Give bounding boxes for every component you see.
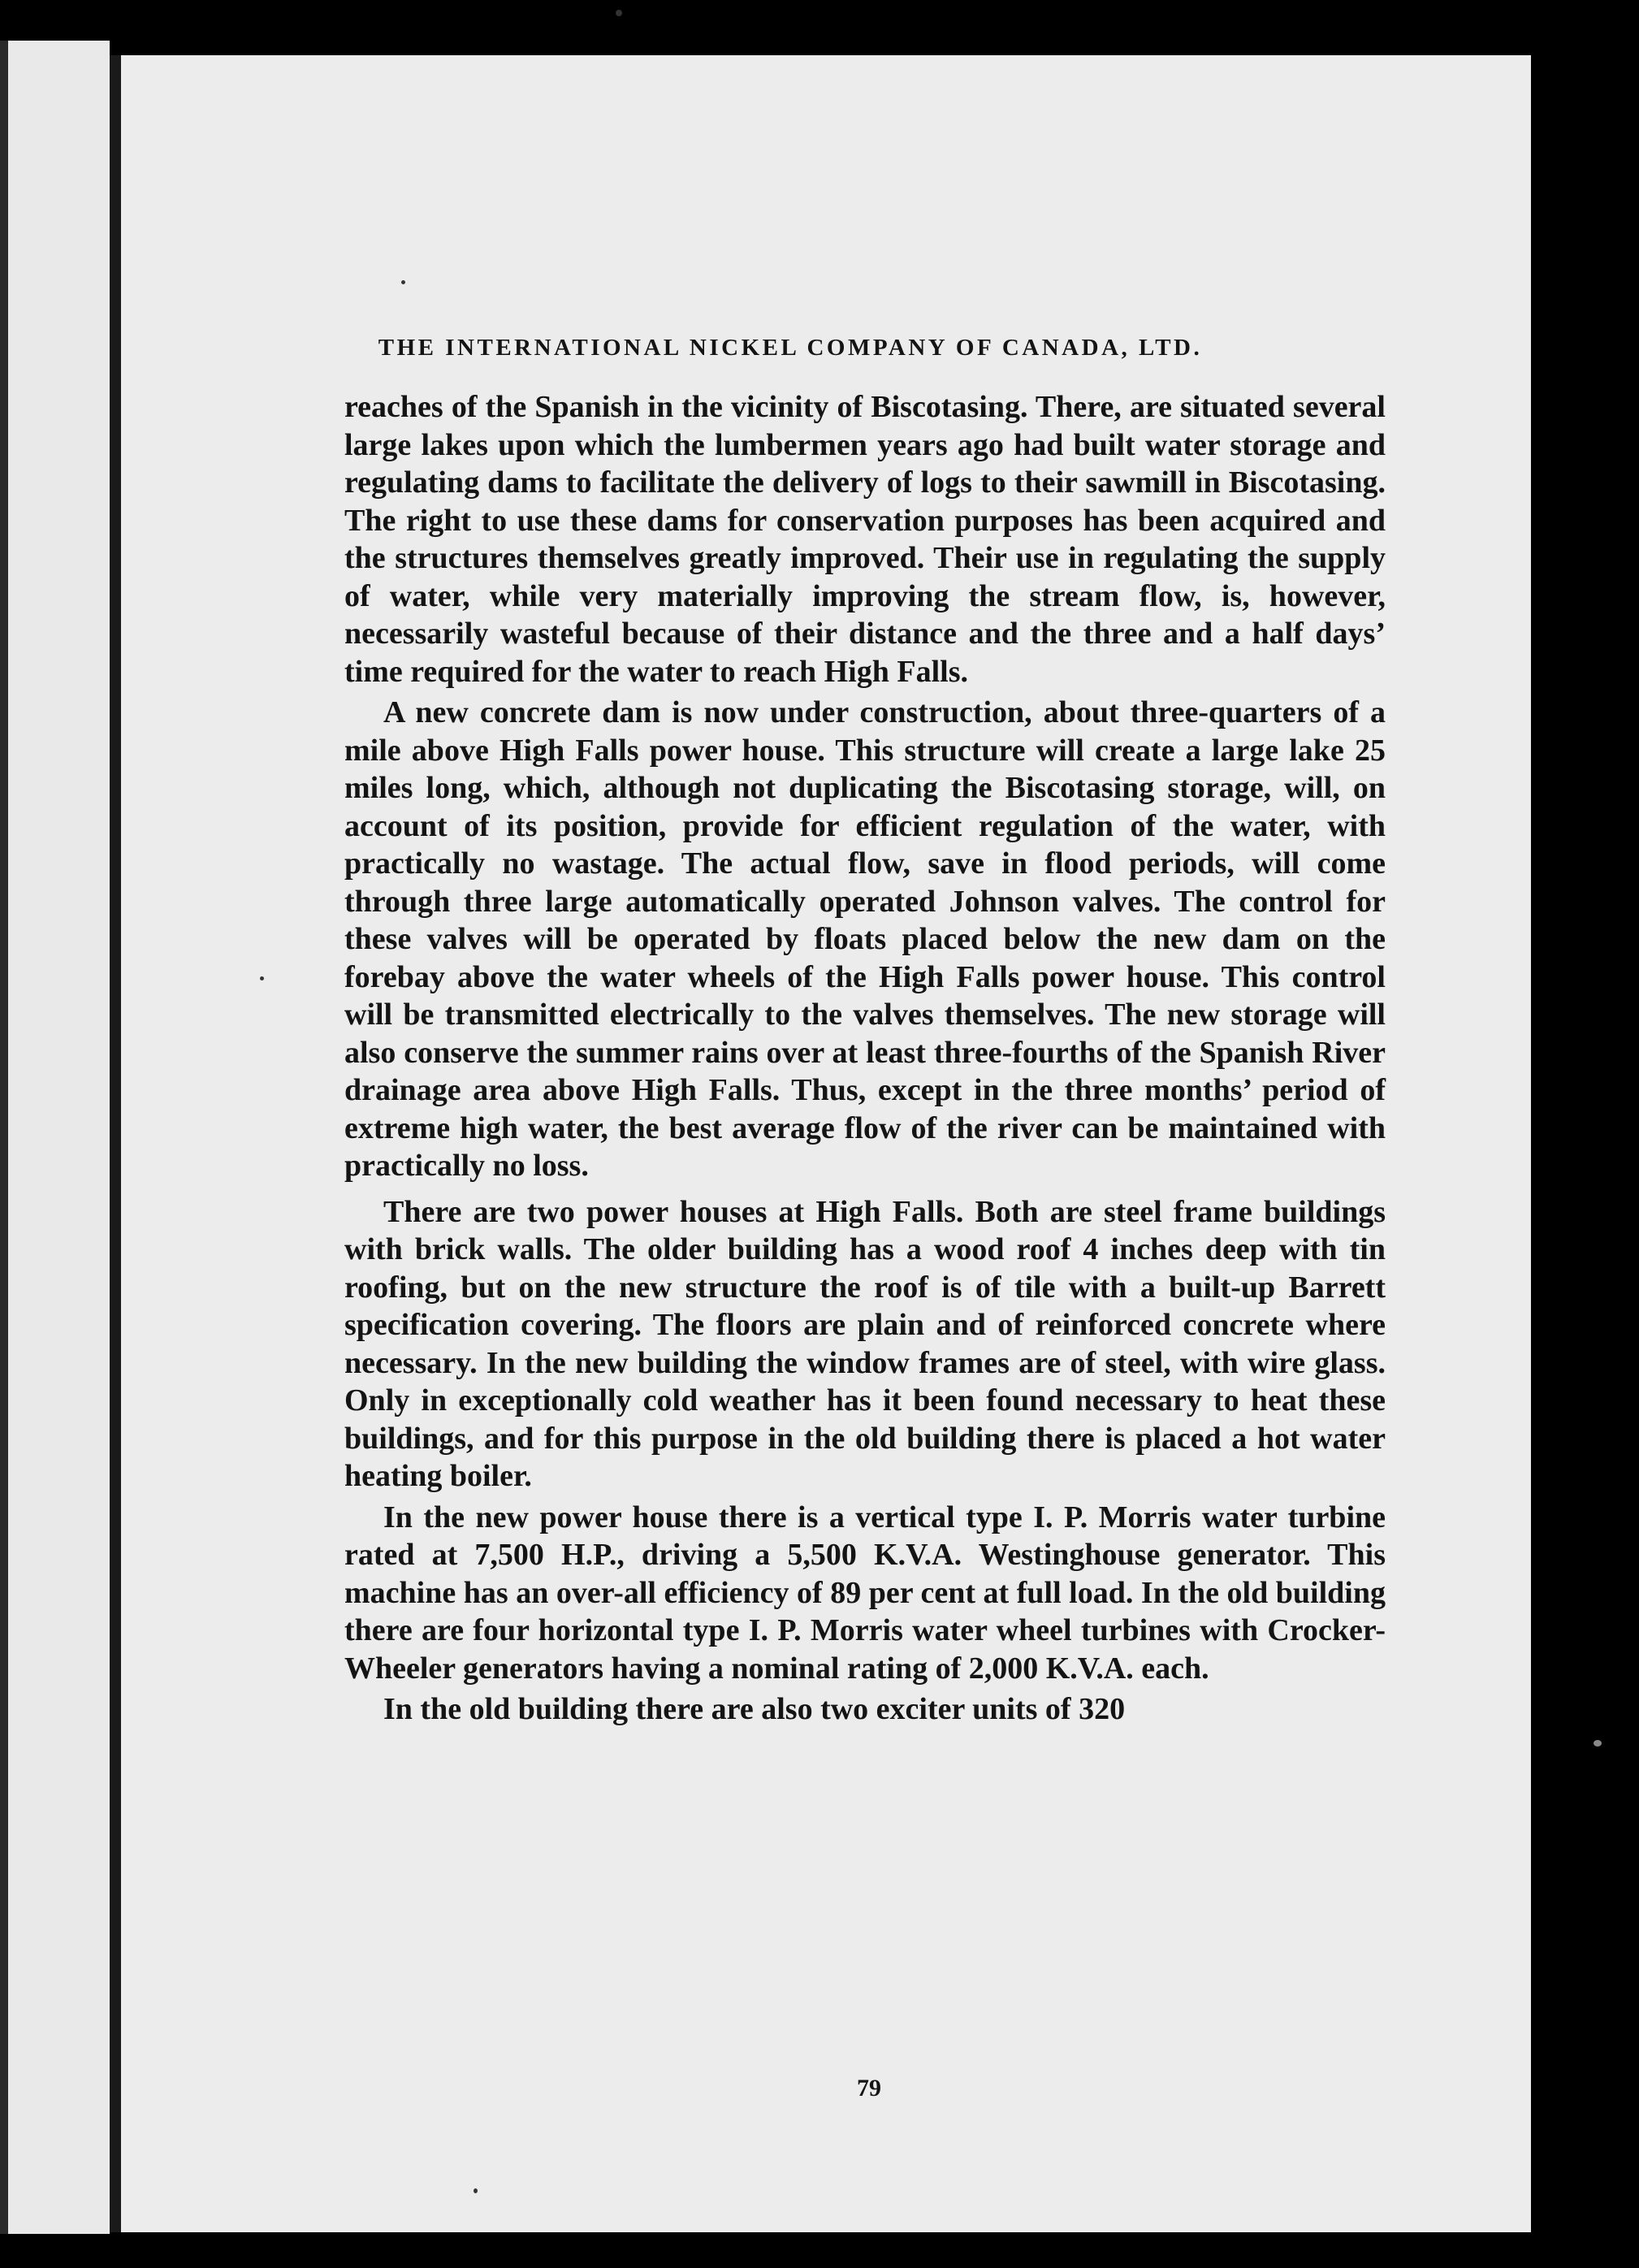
paragraph-5: In the old building there are also two exciter units of 320 — [383, 1692, 1126, 1726]
paragraph-1: reaches of the Spanish in the vicinity of Biscotasing. There, are situated several large lakes upon which the lumbermen years ago had built water storage and regulating dams to facilitate the delivery of logs to their sawmill in Biscotasing. The right to use these dams for conservation purposes has been acquired and the structures themselves greatly improved. Their use in regulating the supply of water, while very materially improving the stream flow, is, however, necessarily wasteful because of their distance and the three and a half days’ time required for the water to reach High Falls. — [344, 390, 1386, 689]
running-head: THE INTERNATIONAL NICKEL COMPANY OF CANADA, LTD. — [378, 335, 1203, 361]
scan-speck — [401, 280, 405, 284]
scan-speck — [260, 976, 264, 980]
facing-page-shadow — [0, 41, 8, 2234]
page-binding-edge — [110, 55, 121, 2232]
page-body — [344, 388, 1386, 1729]
paragraph-2: A new concrete dam is now under construction, about three-quarters of a mile above High Falls power house. This structure will create a large lake 25 miles long, which, although not duplicating the Biscotasing storage, will, on account of its position, provide for efficient regulation of the water, with practically no wastage. The actual flow, save in flood periods, will come through three large automatically operated Johnson valves. The control for these valves will be operated by floats placed below the new dam on the forebay above the water wheels of the High Falls power house. This control will be transmitted electrically to the valves themselves. The new storage will also conserve the summer rains over at least three-fourths of the Spanish River drainage area above High Falls. Thus, except in the three months’ period of extreme high water, the best average flow of the river can be maintained with practically no loss. — [344, 695, 1386, 1183]
scan-speck — [474, 2188, 478, 2193]
paragraph-4: In the new power house there is a vertical type I. P. Morris water turbine rated at 7,500 H.P., driving a 5,500 K.V.A. Westinghouse generator. This machine has an over-all efficiency of 89 per cent at full load. In the old building there are four horizontal type I. P. Morris water wheel turbines with Crocker-Wheeler generators having a nominal rating of 2,000 K.V.A. each. — [344, 1500, 1386, 1686]
facing-page-edge — [0, 41, 110, 2234]
paragraph-3: There are two power houses at High Falls. Both are steel frame buildings with brick walls. The older building has a wood roof 4 inches deep with tin roofing, but on the new structure the roof is of tile with a built-up Barrett specification covering. The floors are plain and of reinforced concrete where necessary. In the new building the window frames are of steel, with wire glass. Only in exceptionally cold weather has it been found necessary to heat these buildings, and for this purpose in the old building there is placed a hot water heating boiler. — [344, 1194, 1386, 1493]
page-number: 79 — [857, 2075, 881, 2101]
scan-speck — [616, 10, 622, 16]
scan-speck — [1594, 1740, 1602, 1746]
